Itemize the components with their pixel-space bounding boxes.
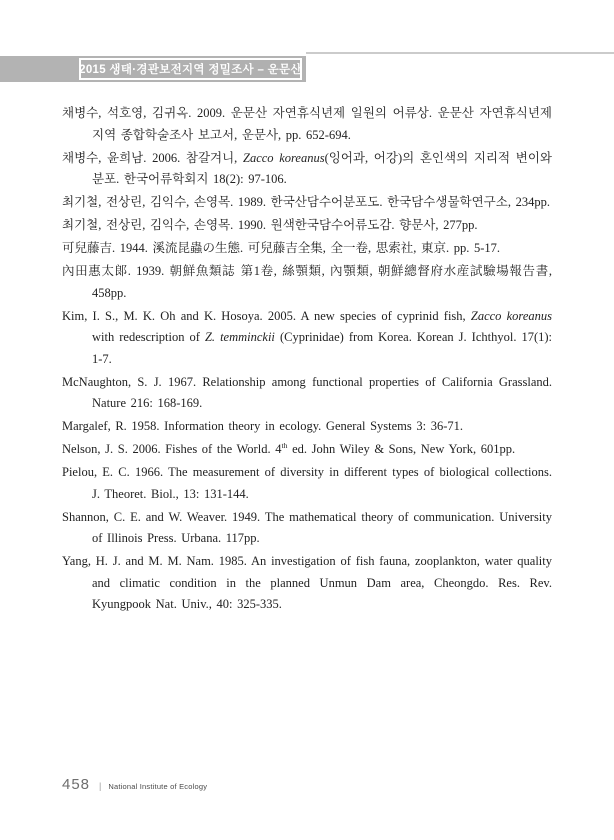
- report-title: 2015 생태·경관보전지역 정밀조사 – 운문산: [79, 64, 302, 76]
- reference-item: Shannon, C. E. and W. Weaver. 1949. The mathematical theory of communication. University of Illinois Press. Urbana. 117pp.: [62, 509, 552, 545]
- reference-item: 최기철, 전상린, 김익수, 손영목. 1990. 원색한국담수어류도감. 향문사, 277pp.: [62, 218, 478, 232]
- reference-item: Pielou, E. C. 1966. The measurement of diversity in different types of biological collections. J. Theoret. Biol., 13: 131-144.: [62, 465, 552, 501]
- reference-item: Yang, H. J. and M. M. Nam. 1985. An investigation of fish fauna, zooplankton, water quality and climatic condition in the planned Unmun Dam area, Cheongdo. Res. Rev. Kyungpook Nat. Univ., 40: 325-335.: [62, 554, 552, 611]
- page-number: 458: [62, 776, 91, 793]
- reference-item: Kim, I. S., M. K. Oh and K. Hosoya. 2005. A new species of cyprinid fish, Zacco koreanus with redescription of Z. temminckii (Cyprinidae) from Korea. Korean J. Ichthyol. 17(1): 1-7.: [62, 308, 553, 366]
- reference-item: 최기철, 전상린, 김익수, 손영목. 1989. 한국산담수어분포도. 한국담수생물학연구소, 234pp.: [62, 195, 550, 209]
- reference-item: 채병수, 윤희남. 2006. 참갈겨니, Zacco koreanus(잉어과, 어강)의 혼인색의 지리적 변이와 분포. 한국어류학회지 18(2): 97-106.: [62, 150, 552, 186]
- footer-separator: |: [99, 781, 102, 791]
- header-banner: [0, 56, 306, 82]
- reference-item: 可兒藤吉. 1944. 溪流昆蟲の生態. 可兒藤吉全集, 全一卷, 思索社, 東京. pp. 5-17.: [62, 241, 501, 255]
- reference-item: Nelson, J. S. 2006. Fishes of the World. 4th ed. John Wiley & Sons, New York, 601pp.: [62, 440, 516, 456]
- institute-name: National Institute of Ecology: [108, 782, 208, 791]
- reference-item: 채병수, 석호영, 김귀옥. 2009. 운문산 자연휴식년제 일원의 어류상. 운문산 자연휴식년제지역 종합학술조사 보고서, 운문사, pp. 652-694.: [62, 106, 552, 142]
- references-list: [62, 103, 552, 617]
- reference-item: McNaughton, S. J. 1967. Relationship among functional properties of California Grassland. Nature 216: 168-169.: [62, 374, 552, 410]
- page-footer: [62, 776, 207, 793]
- header-banner-box: [79, 58, 302, 80]
- header-rule: [306, 52, 614, 54]
- reference-item: 內田惠太郞. 1939. 朝鮮魚類誌 第1卷, 絲顎類, 內顎類, 朝鮮總督府水産試驗場報告書, 458pp.: [62, 264, 552, 300]
- reference-item: Margalef, R. 1958. Information theory in ecology. General Systems 3: 36-71.: [62, 419, 464, 433]
